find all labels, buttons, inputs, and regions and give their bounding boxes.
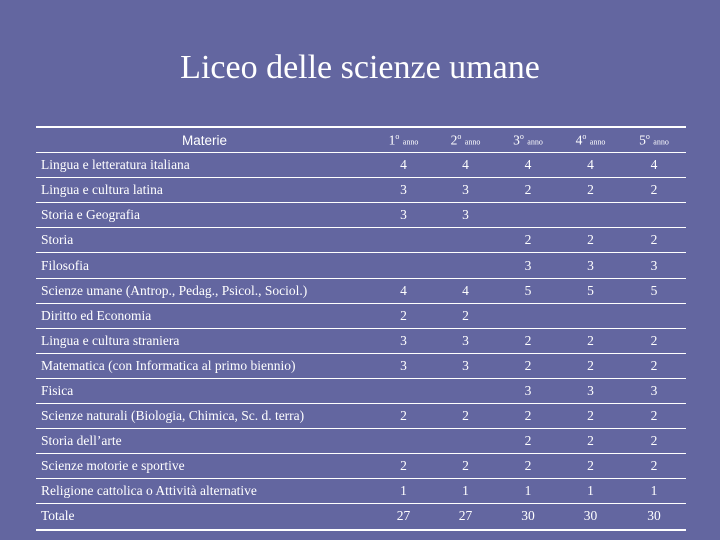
hours-cell: 3 <box>373 203 434 228</box>
hours-cell: 2 <box>497 454 559 479</box>
subject-cell: Fisica <box>36 378 373 403</box>
table-row <box>36 353 686 378</box>
subject-cell: Matematica (con Informatica al primo biennio) <box>36 353 373 378</box>
year-word: anno <box>653 137 669 147</box>
year-word: anno <box>527 137 543 147</box>
table-row <box>36 178 686 203</box>
year-word: anno <box>402 137 419 147</box>
subject-cell: Scienze naturali (Biologia, Chimica, Sc. d. terra) <box>36 404 373 429</box>
hours-cell: 2 <box>497 228 559 253</box>
hours-cell: 2 <box>622 404 686 429</box>
table-header-row <box>36 127 686 153</box>
table-row <box>36 504 686 530</box>
hours-cell: 5 <box>559 278 622 303</box>
subject-cell: Storia dell’arte <box>36 429 373 454</box>
table-row <box>36 328 686 353</box>
year-column-header <box>622 127 686 153</box>
hours-cell: 3 <box>373 353 434 378</box>
hours-cell: 27 <box>373 504 434 530</box>
year-ordinal: o <box>395 131 400 141</box>
hours-cell: 2 <box>497 429 559 454</box>
table-row <box>36 278 686 303</box>
year-number: 3 <box>513 132 520 148</box>
hours-cell: 2 <box>559 353 622 378</box>
table-row <box>36 429 686 454</box>
hours-cell <box>373 253 434 278</box>
hours-cell: 4 <box>559 153 622 178</box>
table-row <box>36 253 686 278</box>
hours-cell <box>497 303 559 328</box>
hours-cell <box>434 378 497 403</box>
hours-cell: 3 <box>373 328 434 353</box>
subject-cell: Diritto ed Economia <box>36 303 373 328</box>
hours-cell: 3 <box>373 178 434 203</box>
year-number: 2 <box>450 132 458 148</box>
hours-cell: 2 <box>497 178 559 203</box>
hours-cell: 2 <box>559 178 622 203</box>
table-row <box>36 228 686 253</box>
hours-cell: 4 <box>434 153 497 178</box>
hours-cell: 3 <box>559 253 622 278</box>
hours-cell: 2 <box>373 303 434 328</box>
subject-cell: Lingua e cultura straniera <box>36 328 373 353</box>
hours-cell: 4 <box>373 153 434 178</box>
hours-cell: 30 <box>497 504 559 530</box>
year-ordinal: o <box>582 131 587 141</box>
slide-title: Liceo delle scienze umane <box>180 49 540 86</box>
curriculum-table <box>36 126 686 531</box>
hours-cell: 1 <box>622 479 686 504</box>
hours-cell <box>559 203 622 228</box>
hours-cell: 3 <box>559 378 622 403</box>
hours-cell: 2 <box>434 454 497 479</box>
hours-cell: 2 <box>497 404 559 429</box>
hours-cell: 2 <box>559 429 622 454</box>
hours-cell: 3 <box>622 253 686 278</box>
hours-cell <box>559 303 622 328</box>
hours-cell: 3 <box>434 353 497 378</box>
hours-cell: 2 <box>559 404 622 429</box>
hours-cell <box>373 429 434 454</box>
hours-cell: 2 <box>559 228 622 253</box>
hours-cell: 2 <box>622 178 686 203</box>
year-column-header <box>373 127 434 153</box>
year-column-header <box>559 127 622 153</box>
year-word: anno <box>589 137 606 147</box>
hours-cell: 5 <box>622 278 686 303</box>
hours-cell <box>434 253 497 278</box>
hours-cell: 1 <box>434 479 497 504</box>
year-number: 4 <box>575 132 583 148</box>
table-row <box>36 303 686 328</box>
year-number: 1 <box>388 132 396 148</box>
hours-cell: 1 <box>559 479 622 504</box>
hours-cell <box>622 303 686 328</box>
hours-cell <box>497 203 559 228</box>
subject-cell: Religione cattolica o Attività alternative <box>36 479 373 504</box>
year-number: 5 <box>639 132 646 148</box>
year-column-header <box>434 127 497 153</box>
hours-cell: 1 <box>497 479 559 504</box>
table-row <box>36 404 686 429</box>
hours-cell <box>434 429 497 454</box>
hours-cell <box>373 228 434 253</box>
hours-cell: 2 <box>373 404 434 429</box>
year-ordinal: o <box>519 131 524 141</box>
table-row <box>36 203 686 228</box>
hours-cell <box>622 203 686 228</box>
hours-cell: 2 <box>622 353 686 378</box>
subject-cell: Totale <box>36 504 373 530</box>
hours-cell: 2 <box>622 328 686 353</box>
subject-cell: Filosofia <box>36 253 373 278</box>
hours-cell: 2 <box>622 429 686 454</box>
year-ordinal: o <box>457 131 462 141</box>
hours-cell: 4 <box>434 278 497 303</box>
table-body <box>36 153 686 530</box>
hours-cell: 3 <box>622 378 686 403</box>
hours-cell: 3 <box>434 328 497 353</box>
hours-cell: 3 <box>497 253 559 278</box>
hours-cell: 4 <box>622 153 686 178</box>
hours-cell: 2 <box>497 328 559 353</box>
subject-column-header: Materie <box>36 127 373 153</box>
hours-cell: 30 <box>559 504 622 530</box>
table-row <box>36 454 686 479</box>
table-row <box>36 479 686 504</box>
hours-cell: 2 <box>497 353 559 378</box>
hours-cell: 2 <box>559 328 622 353</box>
subject-cell: Lingua e letteratura italiana <box>36 153 373 178</box>
subject-cell: Storia e Geografia <box>36 203 373 228</box>
hours-cell <box>373 378 434 403</box>
hours-cell: 4 <box>373 278 434 303</box>
hours-cell: 2 <box>622 228 686 253</box>
hours-cell: 2 <box>559 454 622 479</box>
year-column-header <box>497 127 559 153</box>
hours-cell: 2 <box>373 454 434 479</box>
hours-cell: 2 <box>622 454 686 479</box>
subject-cell: Scienze umane (Antrop., Pedag., Psicol., Sociol.) <box>36 278 373 303</box>
hours-cell: 2 <box>434 303 497 328</box>
hours-cell: 5 <box>497 278 559 303</box>
hours-cell: 3 <box>434 178 497 203</box>
hours-cell: 3 <box>434 203 497 228</box>
hours-cell <box>434 228 497 253</box>
hours-cell: 27 <box>434 504 497 530</box>
hours-cell: 1 <box>373 479 434 504</box>
hours-cell: 30 <box>622 504 686 530</box>
table-row <box>36 378 686 403</box>
table-row <box>36 153 686 178</box>
year-word: anno <box>464 137 481 147</box>
hours-cell: 4 <box>497 153 559 178</box>
subject-cell: Scienze motorie e sportive <box>36 454 373 479</box>
hours-cell: 2 <box>434 404 497 429</box>
hours-cell: 3 <box>497 378 559 403</box>
subject-cell: Lingua e cultura latina <box>36 178 373 203</box>
year-ordinal: o <box>645 131 650 141</box>
subject-cell: Storia <box>36 228 373 253</box>
